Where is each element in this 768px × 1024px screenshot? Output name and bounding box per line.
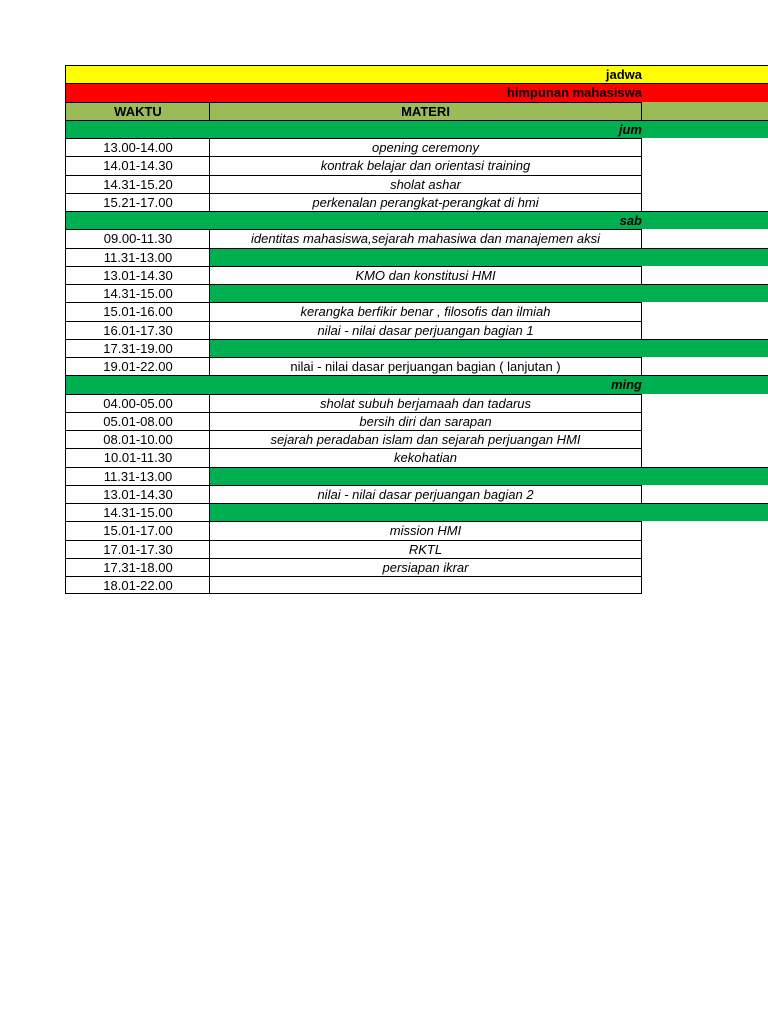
- table-row: [65, 339, 768, 357]
- time-cell: 18.01-22.00: [65, 576, 210, 594]
- table-row: [65, 558, 768, 576]
- break-cell: [209, 467, 768, 485]
- material-cell: kontrak belajar dan orientasi training: [209, 156, 642, 174]
- table-row: [65, 284, 768, 302]
- table-row: [65, 357, 768, 375]
- table-row: [65, 412, 768, 430]
- time-cell: 13.01-14.30: [65, 485, 210, 503]
- time-cell: 05.01-08.00: [65, 412, 210, 430]
- material-cell: identitas mahasiswa,sejarah mahasiwa dan manajemen aksi: [209, 229, 642, 247]
- day-label-sabtu: sab: [619, 213, 642, 228]
- material-cell: KMO dan konstitusi HMI: [209, 266, 642, 284]
- table-row: [65, 229, 768, 247]
- table-row: [65, 156, 768, 174]
- material-cell: nilai - nilai dasar perjuangan bagian 2: [209, 485, 642, 503]
- table-row: [65, 302, 768, 320]
- time-cell: 14.31-15.00: [65, 284, 210, 302]
- material-cell: sholat subuh berjamaah dan tadarus: [209, 394, 642, 412]
- table-row: [65, 467, 768, 485]
- time-cell: 13.00-14.00: [65, 138, 210, 156]
- title-row: [65, 65, 768, 83]
- time-cell: 17.31-18.00: [65, 558, 210, 576]
- material-cell: kerangka berfikir benar , filosofis dan ilmiah: [209, 302, 642, 320]
- break-cell: [209, 248, 768, 266]
- table-row: [65, 138, 768, 156]
- material-cell: sholat ashar: [209, 175, 642, 193]
- subtitle-row: [65, 83, 768, 101]
- material-cell: opening ceremony: [209, 138, 642, 156]
- time-cell: 14.31-15.00: [65, 503, 210, 521]
- title-text: jadwa: [605, 67, 642, 82]
- break-cell: [209, 503, 768, 521]
- table-row: [65, 576, 768, 594]
- material-cell: perkenalan perangkat-perangkat di hmi: [209, 193, 642, 211]
- break-cell: [209, 339, 768, 357]
- day-row-jumat: [65, 120, 768, 138]
- day-row-minggu: [65, 375, 768, 393]
- table-row: [65, 266, 768, 284]
- time-cell: 16.01-17.30: [65, 321, 210, 339]
- table-row: [65, 448, 768, 466]
- table-row: [65, 248, 768, 266]
- day-label-minggu: ming: [610, 377, 642, 393]
- material-cell: kekohatian: [209, 448, 642, 466]
- table-row: [65, 540, 768, 558]
- time-cell: 10.01-11.30: [65, 448, 210, 466]
- time-cell: 15.01-16.00: [65, 302, 210, 320]
- time-cell: 19.01-22.00: [65, 357, 210, 375]
- header-material: MATERI: [209, 102, 642, 120]
- table-row: [65, 193, 768, 211]
- column-header-row: [65, 102, 768, 120]
- time-cell: 04.00-05.00: [65, 394, 210, 412]
- table-row: [65, 485, 768, 503]
- schedule-sheet: [65, 65, 768, 594]
- time-cell: 14.01-14.30: [65, 156, 210, 174]
- table-row: [65, 321, 768, 339]
- time-cell: 11.31-13.00: [65, 248, 210, 266]
- table-row: [65, 430, 768, 448]
- table-row: [65, 521, 768, 539]
- time-cell: 11.31-13.00: [65, 467, 210, 485]
- material-cell: nilai - nilai dasar perjuangan bagian ( lanjutan ): [209, 357, 642, 375]
- header-time: WAKTU: [65, 102, 210, 120]
- table-row: [65, 503, 768, 521]
- time-cell: 15.01-17.00: [65, 521, 210, 539]
- day-row-sabtu: [65, 211, 768, 229]
- material-cell: nilai - nilai dasar perjuangan bagian 1: [209, 321, 642, 339]
- material-cell: mission HMI: [209, 521, 642, 539]
- subtitle-text: himpunan mahasiswa: [506, 85, 642, 101]
- time-cell: 13.01-14.30: [65, 266, 210, 284]
- time-cell: 17.31-19.00: [65, 339, 210, 357]
- material-cell: [209, 576, 642, 594]
- material-cell: sejarah peradaban islam dan sejarah perjuangan HMI: [209, 430, 642, 448]
- time-cell: 08.01-10.00: [65, 430, 210, 448]
- time-cell: 15.21-17.00: [65, 193, 210, 211]
- time-cell: 09.00-11.30: [65, 229, 210, 247]
- material-cell: bersih diri dan sarapan: [209, 412, 642, 430]
- table-row: [65, 175, 768, 193]
- time-cell: 14.31-15.20: [65, 175, 210, 193]
- break-cell: [209, 284, 768, 302]
- time-cell: 17.01-17.30: [65, 540, 210, 558]
- table-row: [65, 394, 768, 412]
- day-label-jumat: jum: [618, 121, 642, 137]
- material-cell: persiapan ikrar: [209, 558, 642, 576]
- material-cell: RKTL: [209, 540, 642, 558]
